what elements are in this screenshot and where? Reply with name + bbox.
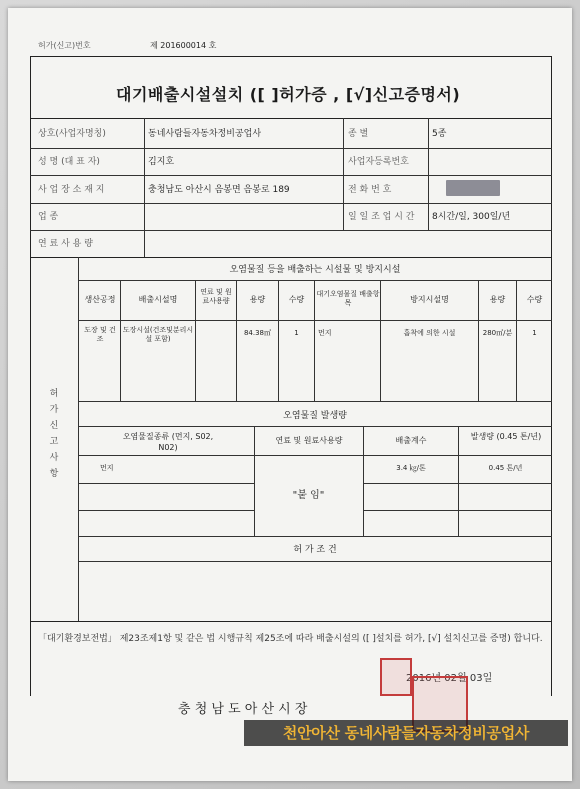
rule [78,320,552,321]
value-business-name: 동네사람들자동차정비공업사 [148,129,262,139]
emission-section-title: 오염물질 발생량 [283,411,347,421]
label-business: 업 종 [38,212,59,222]
facility-section-title: 오염물질 등을 배출하는 시설물 및 방지시설 [229,265,401,275]
rule [30,118,552,119]
frame-right [551,56,552,696]
rule [30,203,552,204]
rule [78,401,552,402]
label-phone: 전 화 번 호 [348,185,392,195]
cell-capacity: 84.38㎥ [243,329,272,337]
label-daily-hours: 일 일 조 업 시 간 [348,212,415,222]
rule [144,118,145,257]
conditions-title: 허 가 조 건 [293,545,337,555]
cell-pollutant: 먼지 [318,329,332,337]
value-address: 충청남도 아산시 음봉면 음봉로 189 [148,185,290,195]
cell-prevention-quantity: 1 [532,329,537,337]
rule [30,230,552,231]
attached-note: "붙 임" [292,490,325,501]
rule [195,280,196,401]
rule [78,536,552,537]
header-prevention-capacity: 용량 [489,295,506,304]
header-pollutant-type: 오염물질종류 (먼지, S02, N02) [122,432,214,452]
label-address: 사 업 장 소 재 지 [38,185,105,195]
rule [78,280,552,281]
cell-emission-factor: 3.4 ㎏/톤 [396,464,426,472]
rule [428,118,429,230]
rule [314,280,315,401]
redacted-phone [446,180,500,196]
rule [30,621,552,622]
value-name: 김지호 [148,157,175,167]
document-title: 대기배출시설설치 ([ ]허가증 , [√]신고증명서) [116,85,461,104]
header-prevention-facility: 방지시설명 [410,295,449,304]
cell-pollutant-type: 먼지 [100,464,114,472]
header-fuel-usage: 연료 및 원료사용량 [200,288,232,305]
rule [78,257,79,621]
frame-left [30,56,31,696]
permit-number-label: 허가(신고)번호 [38,41,91,50]
value-type: 5종 [432,129,447,139]
rule [78,426,552,427]
header-facility-name: 배출시설명 [138,295,178,304]
side-label-permit-items: 허가신고사항 [49,389,59,479]
header-fuel-material: 연료 및 원료사용량 [275,436,343,445]
label-fuel-usage: 연 료 사 용 량 [38,239,93,249]
certificate-document [8,8,572,781]
header-capacity: 용량 [249,295,266,304]
cell-prevention-capacity: 280㎥/분 [482,329,513,337]
cell-prevention-facility: 흡착에 의한 시설 [403,329,456,337]
header-process: 생산공정 [84,295,116,304]
header-pollutant-items: 대기오염물질 배출항목 [316,290,380,307]
small-seal-stamp [380,658,412,696]
issue-date: 2016년 02월 03일 [406,673,493,684]
rule [30,175,552,176]
label-type: 종 별 [348,129,369,139]
header-emission-factor: 배출계수 [395,436,427,445]
issuer: 충 청 남 도 아 산 시 장 [178,702,308,717]
rule [343,118,344,230]
rule [78,483,254,484]
watermark-banner: 천안아산 동네사람들자동차정비공업사 [244,720,568,746]
permit-number: 제 201600014 호 [150,41,217,50]
value-daily-hours: 8시간/일, 300일/년 [432,212,511,222]
label-business-name: 상호(사업자명칭) [38,129,106,139]
cell-generation: 0.45 톤/년 [488,464,523,472]
certification-statement: 「대기환경보전법」 제23조제1항 및 같은 법 시행규칙 제25조에 따라 배출시설의 ([ ]설치를 허가, [√] 설치신고를 증명) 합니다. [38,634,543,644]
label-reg-no: 사업자등록번호 [348,157,409,167]
cell-process: 도장 및 건조 [84,326,116,343]
rule [78,561,552,562]
frame-top [30,56,552,57]
rule [30,148,552,149]
header-generation: 발생량 (0.45 톤/년) [470,432,542,441]
cell-facility-name: 도장시설(건조및분리시설 포함) [122,326,194,343]
header-prevention-quantity: 수량 [526,295,543,304]
rule [78,455,552,456]
rule [78,510,254,511]
rule [30,257,552,258]
label-name: 성 명 (대 표 자) [38,157,100,167]
header-quantity: 수량 [288,295,305,304]
rule [458,426,459,536]
cell-quantity: 1 [294,329,299,337]
